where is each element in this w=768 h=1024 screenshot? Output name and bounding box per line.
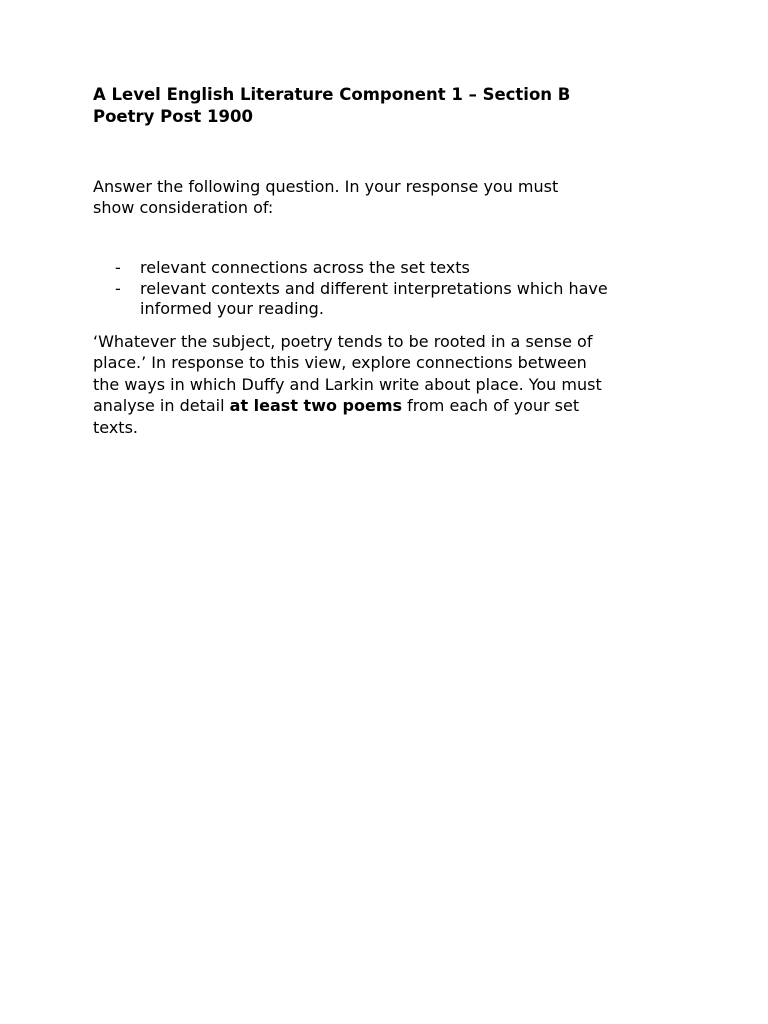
- document-page: [93, 84, 693, 438]
- emphasis-text: at least two poems: [229, 396, 403, 415]
- list-item-line: relevant contexts and different interpretations which have: [140, 278, 608, 298]
- dash-marker: -: [115, 258, 121, 277]
- instructions-line: Answer the following question. In your response you must: [93, 177, 559, 196]
- question-line: texts.: [93, 417, 138, 437]
- question-line: place.’ In response to this view, explore connections between: [93, 353, 587, 372]
- list-item: [93, 258, 693, 279]
- question-line: ‘Whatever the subject, poetry tends to be rooted in a sense of: [93, 331, 593, 351]
- list-item-line: relevant connections across the set texts: [140, 258, 470, 277]
- question-line: the ways in which Duffy and Larkin write about place. You must: [93, 374, 602, 394]
- list-item-text: [140, 279, 693, 320]
- list-item: [93, 279, 693, 320]
- question-text: analyse in detail: [93, 396, 230, 415]
- document-title: [93, 84, 693, 128]
- instructions-line: show consideration of:: [93, 198, 274, 217]
- requirements-list: [93, 258, 693, 320]
- list-item-text: [140, 258, 693, 279]
- question-text: from each of your set: [402, 396, 580, 415]
- title-line: A Level English Literature Component 1 – Section B: [93, 85, 571, 104]
- dash-marker: -: [115, 278, 121, 298]
- title-line: Poetry Post 1900: [93, 107, 253, 126]
- question-line: [93, 395, 693, 417]
- essay-question: [93, 331, 693, 439]
- instructions-text: [93, 176, 693, 218]
- list-item-line: informed your reading.: [140, 299, 324, 318]
